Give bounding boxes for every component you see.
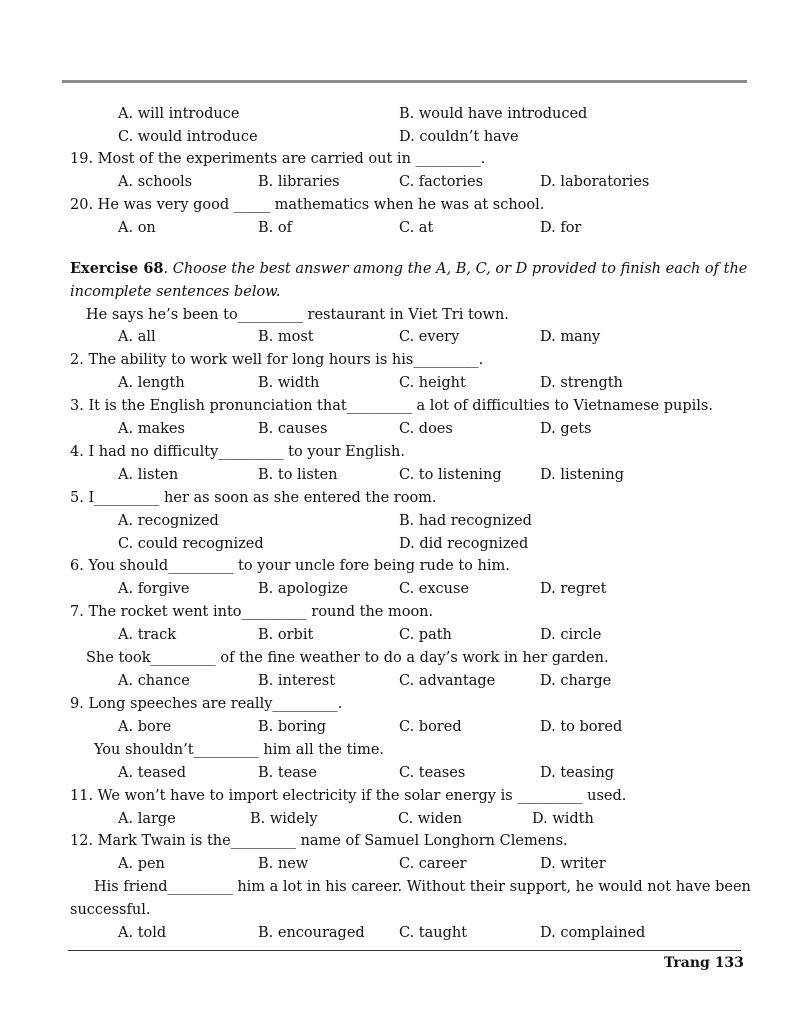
option-c: C. career (399, 856, 467, 872)
q20-text: 20. He was very good _____ mathematics when he was at school. (70, 197, 545, 213)
option-b: B. new (258, 856, 309, 872)
option-a: A. track (118, 627, 176, 643)
question-text: He says he’s been to_________ restaurant in Viet Tri town. (86, 307, 509, 323)
option-d: D. to bored (540, 719, 623, 735)
question-text-cont: successful. (70, 902, 151, 918)
option-a: A. makes (118, 421, 185, 437)
question-text: 7. The rocket went into_________ round the moon. (70, 604, 434, 620)
q18-option-b: B. would have introduced (399, 106, 588, 122)
option-d: D. teasing (540, 765, 615, 781)
option-d: D. charge (540, 673, 612, 689)
q19-option-b: B. libraries (258, 174, 340, 190)
option-a: A. all (118, 329, 156, 345)
question-text: You shouldn’t_________ him all the time. (94, 742, 385, 758)
question-text: 11. We won’t have to import electricity if the solar energy is _________ used. (70, 788, 627, 804)
option-a: A. teased (118, 765, 187, 781)
question-text: 4. I had no difficulty_________ to your English. (70, 444, 406, 460)
option-d: D. circle (540, 627, 602, 643)
option-c: C. advantage (399, 673, 496, 689)
option-b: B. causes (258, 421, 328, 437)
option-d: D. width (532, 811, 594, 827)
option-a: A. large (118, 811, 176, 827)
q20-option-a: A. on (118, 220, 156, 236)
option-b: B. tease (258, 765, 317, 781)
q18-option-d: D. couldn’t have (399, 129, 519, 145)
option-d: D. did recognized (399, 536, 529, 552)
option-b: B. encouraged (258, 925, 365, 941)
option-d: D. gets (540, 421, 592, 437)
option-d: D. complained (540, 925, 646, 941)
option-c: C. excuse (399, 581, 470, 597)
option-d: D. regret (540, 581, 607, 597)
exercise-label: Exercise 68 (70, 260, 164, 277)
option-a: A. told (118, 925, 167, 941)
option-b: B. had recognized (399, 513, 532, 529)
option-c: C. bored (399, 719, 462, 735)
q20-option-b: B. of (258, 220, 292, 236)
question-text: She took_________ of the fine weather to do a day’s work in her garden. (86, 650, 609, 666)
option-b: B. widely (250, 811, 318, 827)
option-b: B. to listen (258, 467, 338, 483)
option-c: C. does (399, 421, 453, 437)
exercise-instruction: . Choose the best answer among the A, B, C, or D provided to finish each of the (163, 261, 748, 277)
option-c: C. height (399, 375, 466, 391)
option-c: C. teases (399, 765, 466, 781)
option-c: C. could recognized (118, 536, 264, 552)
q19-option-d: D. laboratories (540, 174, 650, 190)
option-d: D. many (540, 329, 601, 345)
option-a: A. chance (118, 673, 190, 689)
q20-option-c: C. at (399, 220, 434, 236)
option-d: D. listening (540, 467, 625, 483)
option-b: B. orbit (258, 627, 314, 643)
option-c: C. path (399, 627, 452, 643)
q19-option-c: C. factories (399, 174, 484, 190)
q20-option-d: D. for (540, 220, 582, 236)
q18-option-c: C. would introduce (118, 129, 258, 145)
question-text: 2. The ability to work well for long hours is his_________. (70, 352, 484, 368)
option-a: A. recognized (118, 513, 219, 529)
option-c: C. every (399, 329, 460, 345)
q18-option-a: A. will introduce (118, 106, 240, 122)
question-text: 9. Long speeches are really_________. (70, 696, 343, 712)
option-b: B. boring (258, 719, 327, 735)
q19-text: 19. Most of the experiments are carried out in _________. (70, 151, 486, 167)
option-b: B. most (258, 329, 314, 345)
option-a: A. length (118, 375, 185, 391)
option-b: B. interest (258, 673, 336, 689)
question-text: 12. Mark Twain is the_________ name of Samuel Longhorn Clemens. (70, 833, 568, 849)
option-d: D. writer (540, 856, 606, 872)
option-a: A. pen (118, 856, 165, 872)
option-d: D. strength (540, 375, 623, 391)
question-text: 3. It is the English pronunciation that_________ a lot of difficulties to Vietnamese pupils. (70, 398, 713, 414)
footer-rule (68, 950, 741, 951)
option-a: A. forgive (118, 581, 190, 597)
option-c: C. widen (398, 811, 463, 827)
q19-option-a: A. schools (118, 174, 193, 190)
header-rule (62, 80, 747, 83)
exercise-heading (70, 260, 747, 278)
option-b: B. apologize (258, 581, 349, 597)
option-c: C. taught (399, 925, 468, 941)
option-b: B. width (258, 375, 320, 391)
option-a: A. listen (118, 467, 179, 483)
question-text: 5. I_________ her as soon as she entered the room. (70, 490, 437, 506)
page-number: Trang 133 (664, 955, 744, 971)
question-text: His friend_________ him a lot in his career. Without their support, he would not have been (94, 879, 751, 895)
option-a: A. bore (118, 719, 172, 735)
option-c: C. to listening (399, 467, 502, 483)
exercise-instruction-cont: incomplete sentences below. (70, 284, 281, 300)
question-text: 6. You should_________ to your uncle fore being rude to him. (70, 558, 510, 574)
